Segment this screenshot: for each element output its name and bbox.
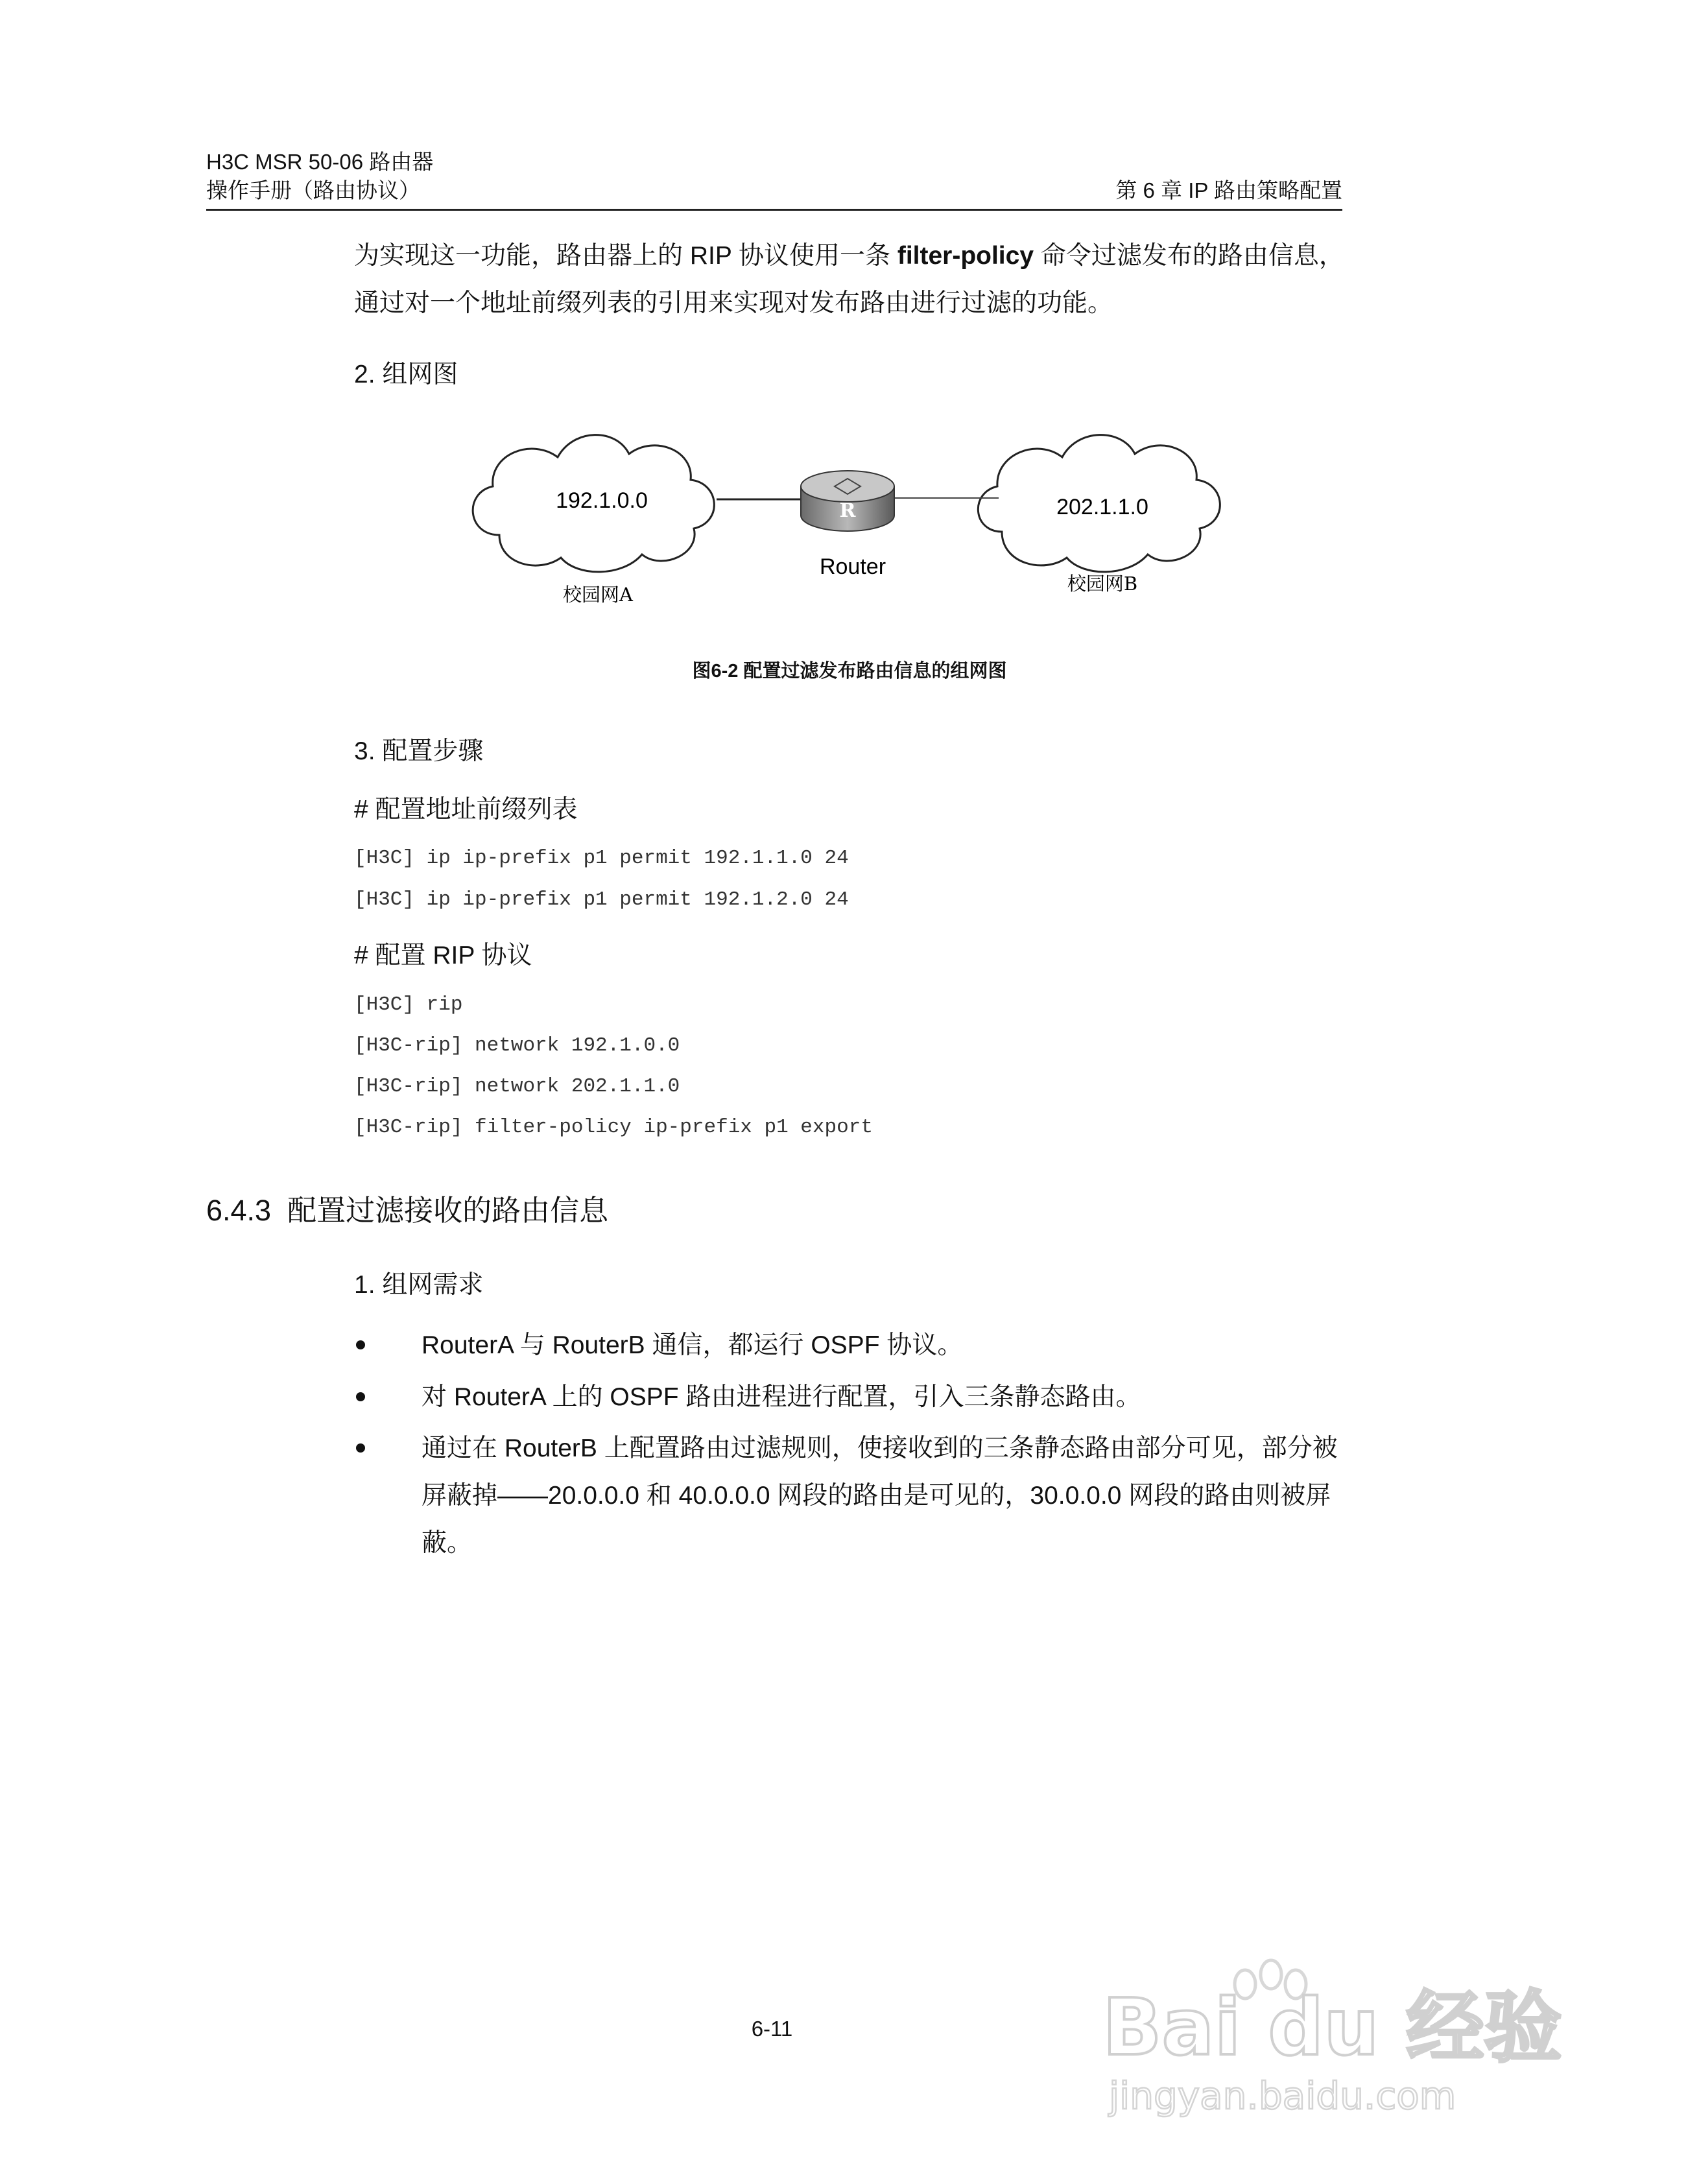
router-label: Router	[819, 554, 886, 579]
left-network-caption: 校园网A	[563, 584, 633, 606]
bullet-marker	[356, 1443, 365, 1453]
page-number: 6-11	[751, 2017, 793, 2041]
header-rule	[206, 209, 1342, 211]
figure-caption: 图6-2 配置过滤发布路由信息的组网图	[692, 661, 1007, 682]
right-network-label: 202.1.1.0	[1056, 495, 1148, 519]
right-network-caption: 校园网B	[1067, 573, 1138, 595]
intro-command: filter-policy	[897, 242, 1034, 270]
section-heading	[206, 1187, 608, 1229]
watermark-logo: Bai du 经验	[1102, 1983, 1562, 2073]
bullet-marker	[356, 1340, 365, 1349]
baidu-watermark	[1089, 1939, 1562, 2133]
bullet-item: 对 RouterA 上的 OSPF 路由进程进行配置，引入三条静态路由。	[422, 1383, 1141, 1411]
intro-text-2: 命令过滤发布的路由信息，通过对一个地址前缀列表的引用来实现对发布路由进行过滤的功能。	[354, 242, 1344, 317]
heading-steps: 3. 配置步骤	[354, 737, 484, 765]
section-number: 6.4.3	[206, 1194, 272, 1227]
header-product: H3C MSR 50-06 路由器	[206, 150, 434, 174]
network-diagram	[454, 415, 1258, 635]
header-chapter: 第 6 章 IP 路由策略配置	[1115, 178, 1342, 202]
heading-requirements: 1. 组网需求	[354, 1271, 484, 1299]
section-title: 配置过滤接收的路由信息	[287, 1194, 609, 1227]
code-line: [H3C-rip] network 192.1.0.0	[354, 1034, 680, 1057]
bullet-marker	[356, 1392, 365, 1401]
header-manual: 操作手册（路由协议）	[206, 178, 420, 202]
router-letter: R	[839, 499, 856, 522]
code-line: [H3C] ip ip-prefix p1 permit 192.1.1.0 24	[354, 847, 849, 870]
comment-prefix-list: # 配置地址前缀列表	[354, 796, 578, 824]
router-icon	[801, 471, 894, 531]
comment-rip: # 配置 RIP 协议	[354, 942, 532, 969]
intro-text-1: 为实现这一功能，路由器上的 RIP 协议使用一条	[354, 242, 897, 270]
left-network-label: 192.1.0.0	[556, 488, 648, 513]
watermark-url: jingyan.baidu.com	[1109, 2074, 1456, 2118]
heading-network-diagram: 2. 组网图	[354, 361, 458, 388]
code-line: [H3C-rip] network 202.1.1.0	[354, 1075, 680, 1098]
bullet-item: RouterA 与 RouterB 通信，都运行 OSPF 协议。	[422, 1331, 963, 1359]
code-line: [H3C] ip ip-prefix p1 permit 192.1.2.0 24	[354, 888, 849, 911]
intro-paragraph	[354, 232, 1359, 327]
code-line: [H3C] rip	[354, 993, 463, 1016]
bullet-item: 通过在 RouterB 上配置路由过滤规则，使接收到的三条静态路由部分可见，部分被屏蔽掉——20.0.0.0 和 40.0.0.0 网段的路由是可见的，30.0.0.0 网段的路由则被屏蔽。	[422, 1434, 1338, 1557]
code-line: [H3C-rip] filter-policy ip-prefix p1 export	[354, 1116, 873, 1139]
